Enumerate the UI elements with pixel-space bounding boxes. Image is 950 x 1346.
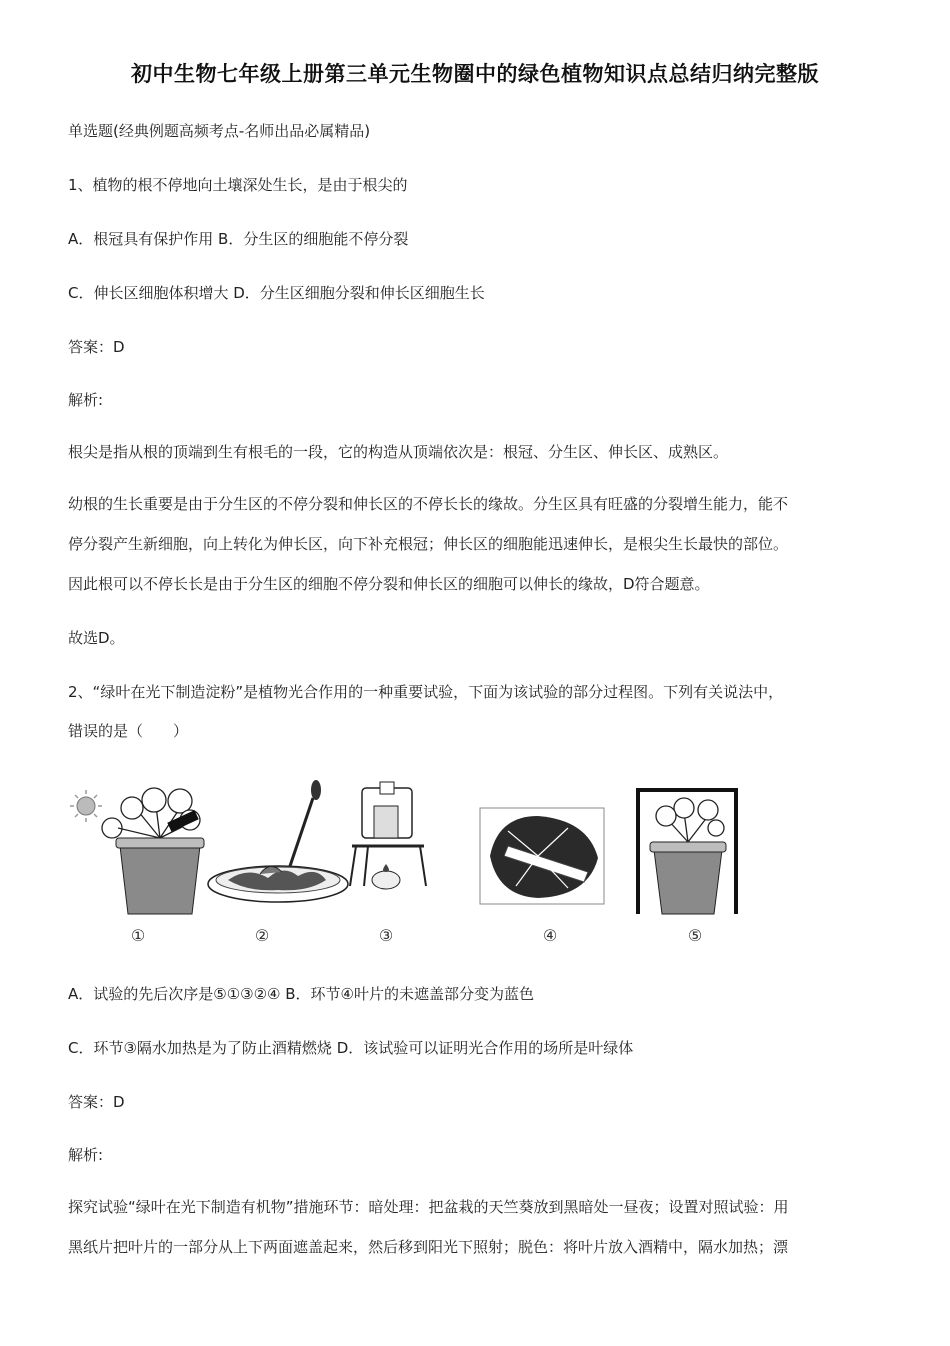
q1-options-cd: C．伸长区细胞体积增大 D．分生区细胞分裂和伸长区细胞生长 (68, 284, 485, 302)
experiment-illustration (68, 776, 748, 926)
step2-dish-dropper-image (208, 780, 348, 902)
figure-label-4: ④ (542, 926, 558, 945)
q2-options-cd: C．环节③隔水加热是为了防止酒精燃烧 D．该试验可以证明光合作用的场所是叶绿体 (68, 1039, 634, 1057)
q1-analysis-line: 停分裂产生新细胞，向上转化为伸长区，向下补充根冠；伸长区的细胞能迅速伸长，是根尖生长最快的部位。 (68, 535, 789, 553)
q1-analysis-line: 因此根可以不停长长是由于分生区的细胞不停分裂和伸长区的细胞可以伸长的缘故，D符合题意。 (68, 575, 710, 593)
step5-dark-box-image (638, 790, 736, 914)
figure-label-2: ② (254, 926, 270, 945)
step4-leaf-image (480, 808, 604, 904)
q1-analysis-label: 解析: (68, 391, 104, 409)
figure-label-5: ⑤ (687, 926, 703, 945)
q1-analysis-line: 根尖是指从根的顶端到生有根毛的一段，它的构造从顶端依次是：根冠、分生区、伸长区、成熟区。 (68, 443, 729, 461)
document-title: 初中生物七年级上册第三单元生物圈中的绿色植物知识点总结归纳完整版 (131, 62, 819, 86)
q2-stem: 2、“绿叶在光下制造淀粉”是植物光合作用的一种重要试验，下面为该试验的部分过程图。下列有关说法中， (68, 683, 784, 701)
q1-analysis-line: 幼根的生长重要是由于分生区的不停分裂和伸长区的不停长长的缘故。分生区具有旺盛的分裂增生能力，能不 (68, 495, 789, 513)
section-heading: 单选题(经典例题高频考点-名师出品必属精品) (68, 122, 371, 140)
q2-stem: 错误的是（ ） (68, 722, 189, 740)
step3-water-bath-image (350, 782, 426, 889)
q1-conclusion: 故选D。 (68, 629, 125, 647)
figure-label-3: ③ (378, 926, 394, 945)
experiment-figure (68, 776, 748, 956)
q2-analysis-line: 探究试验“绿叶在光下制造有机物”措施环节：暗处理：把盆栽的天竺葵放到黑暗处一昼夜；设置对照试验：用 (68, 1198, 789, 1216)
q1-options-ab: A．根冠具有保护作用 B．分生区的细胞能不停分裂 (68, 230, 409, 248)
q2-analysis-label: 解析: (68, 1146, 104, 1164)
q1-stem: 1、植物的根不停地向土壤深处生长，是由于根尖的 (68, 176, 408, 194)
q2-options-ab: A．试验的先后次序是⑤①③②④ B．环节④叶片的未遮盖部分变为蓝色 (68, 985, 535, 1003)
q1-answer: 答案：D (68, 338, 125, 356)
figure-label-1: ① (130, 926, 146, 945)
step1-plant-sun-image (70, 788, 204, 914)
q2-answer: 答案：D (68, 1093, 125, 1111)
q2-analysis-line: 黑纸片把叶片的一部分从上下两面遮盖起来，然后移到阳光下照射；脱色：将叶片放入酒精中，隔水加热；漂 (68, 1238, 789, 1256)
